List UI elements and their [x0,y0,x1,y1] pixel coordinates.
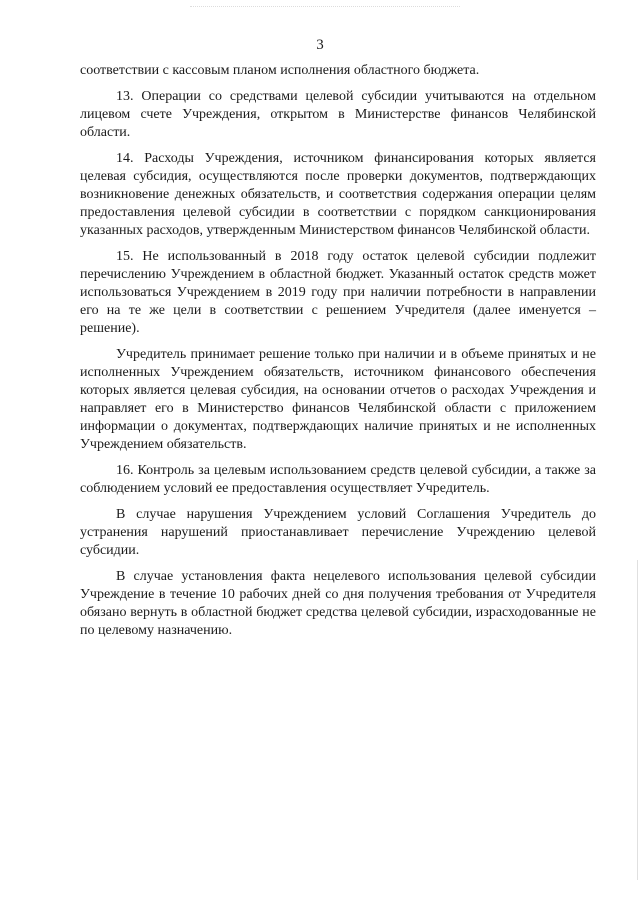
scan-edge-line [637,560,638,880]
scan-artifact [190,6,460,11]
page-number: 3 [316,37,324,53]
paragraph-16-misuse: В случае установления факта нецелевого использования целевой субсидии Учреждение в течение 10 рабочих дней со дня получения требования от Учредителя обязано вернуть в областной бюджет средства целевой субсидии, израсходованные не по целевому назначению. [80,569,596,638]
paragraph-14: 14. Расходы Учреждения, источником финансирования которых является целевая субсидия, осуществляются после проверки документов, подтверждающих возникновение денежных обязательств, и соответствия содержания операции целям предоставления целевой субсидии в соответствии с порядком санкционирования указанных расходов, утвержденным Министерством финансов Челябинской области. [80,151,596,238]
paragraph-15-decision: Учредитель принимает решение только при наличии и в объеме принятых и не исполненных Учреждением обязательств, источником финансового обеспечения которых является целевая субсидия, на основании отчетов о расходах Учреждения и направляет его в Министерство финансов Челябинской области с приложением информации о документах, подтверждающих наличие принятых и не исполненных Учреждением обязательств. [80,347,596,452]
paragraph-15: 15. Не использованный в 2018 году остаток целевой субсидии подлежит перечислению Учреждением в областной бюджет. Указанный остаток средств может использоваться Учреждением в 2019 году при наличии потребности в направлении его на те же цели в соответствии с решением Учредителя (далее именуется – решение). [80,249,596,336]
document-body [80,62,596,640]
paragraph-16-violation: В случае нарушения Учреждением условий Соглашения Учредитель до устранения нарушений приостанавливает перечисление Учреждению целевой субсидии. [80,507,596,558]
paragraph-continuation: соответствии с кассовым планом исполнения областного бюджета. [80,63,480,78]
paragraph-13: 13. Операции со средствами целевой субсидии учитываются на отдельном лицевом счете Учреждения, открытом в Министерстве финансов Челябинской области. [80,89,596,140]
paragraph-16: 16. Контроль за целевым использованием средств целевой субсидии, а также за соблюдением условий ее предоставления осуществляет Учредитель. [80,463,596,496]
